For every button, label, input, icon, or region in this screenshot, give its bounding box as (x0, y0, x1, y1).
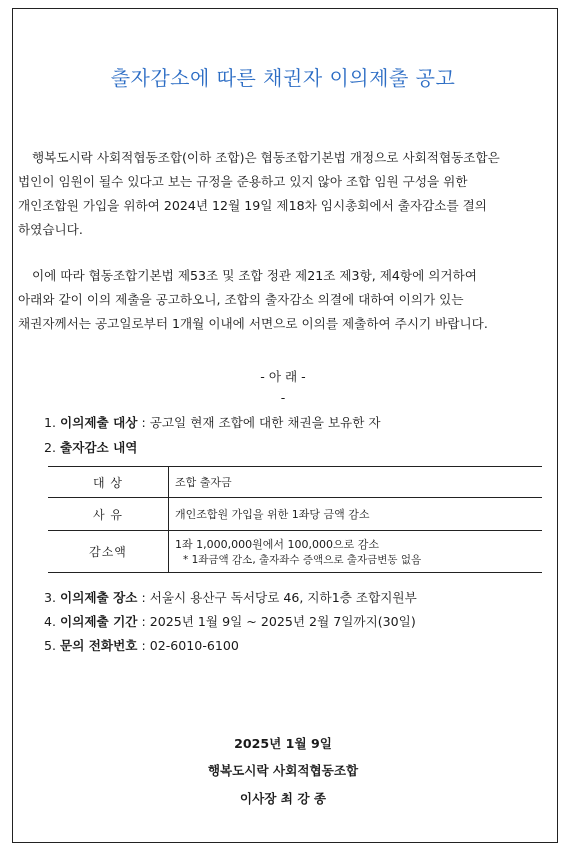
item-label: 이의제출 기간 (60, 614, 138, 629)
table-row (48, 531, 542, 573)
item-label: 이의제출 장소 (60, 590, 138, 605)
organization-name: 행복도시락 사회적협동조합 (207, 763, 359, 778)
table-value: 조합 출자금 (169, 467, 543, 498)
item-contact (44, 635, 239, 654)
table-key: 감소액 (48, 531, 169, 573)
paragraph-line: 법인이 임원이 될수 있다고 보는 규정을 준용하고 있지 않아 조합 임원 구성을 위한 (18, 174, 468, 189)
table-value (169, 531, 543, 573)
item-number: 1. (44, 415, 57, 430)
item-number: 3. (44, 590, 57, 605)
item-value: : 2025년 1월 9일 ~ 2025년 2월 7일까지(30일) (141, 614, 416, 629)
dash-separator: - (280, 390, 286, 405)
item-target (44, 412, 381, 431)
item-number: 5. (44, 638, 57, 653)
item-value: : 공고일 현재 조합에 대한 채권을 보유한 자 (141, 415, 381, 430)
item-period (44, 611, 416, 630)
paragraph-intro (18, 146, 552, 242)
item-label: 문의 전화번호 (60, 638, 138, 653)
paragraph-line: 아래와 같이 이의 제출을 공고하오니, 조합의 출자감소 의결에 대하여 이의가 있는 (18, 292, 464, 307)
table-key: 대 상 (48, 467, 169, 498)
item-value: : 02-6010-6100 (141, 638, 239, 653)
notice-title: 출자감소에 따른 채권자 이의제출 공고 (110, 66, 456, 90)
table-row (48, 498, 542, 531)
item-value: : 서울시 용산구 독서당로 46, 지하1층 조합지원부 (141, 590, 417, 605)
table-value: 개인조합원 가입을 위한 1좌당 금액 감소 (169, 498, 543, 531)
below-heading: - 아 래 - (260, 369, 306, 384)
notice-date: 2025년 1월 9일 (234, 736, 332, 751)
reduction-table (48, 466, 542, 573)
paragraph-line: 개인조합원 가입을 위하여 2024년 12월 19일 제18차 임시총회에서 출자감소를 결의 (18, 198, 487, 213)
item-reduction-details (44, 437, 137, 456)
paragraph-notice (18, 264, 552, 336)
reduction-note: * 1좌금액 감소, 출자좌수 증액으로 출자금변동 없음 (183, 554, 422, 566)
item-number: 4. (44, 614, 57, 629)
paragraph-line: 하였습니다. (18, 222, 83, 237)
item-number: 2. (44, 440, 57, 455)
reduction-amount: 1좌 1,000,000원에서 100,000으로 감소 (175, 538, 379, 551)
item-label: 출자감소 내역 (60, 440, 138, 455)
paragraph-line: 이에 따라 협동조합기본법 제53조 및 조합 정관 제21조 제3항, 제4항에 의거하여 (32, 268, 477, 283)
item-location (44, 587, 417, 606)
item-label: 이의제출 대상 (60, 415, 138, 430)
paragraph-line: 행복도시락 사회적협동조합(이하 조합)은 협동조합기본법 개정으로 사회적협동조합은 (32, 150, 500, 165)
table-key: 사 유 (48, 498, 169, 531)
table-row (48, 467, 542, 498)
paragraph-line: 채권자께서는 공고일로부터 1개월 이내에 서면으로 이의를 제출하여 주시기 바랍니다. (18, 316, 488, 331)
representative-name: 이사장 최 강 종 (239, 791, 327, 806)
